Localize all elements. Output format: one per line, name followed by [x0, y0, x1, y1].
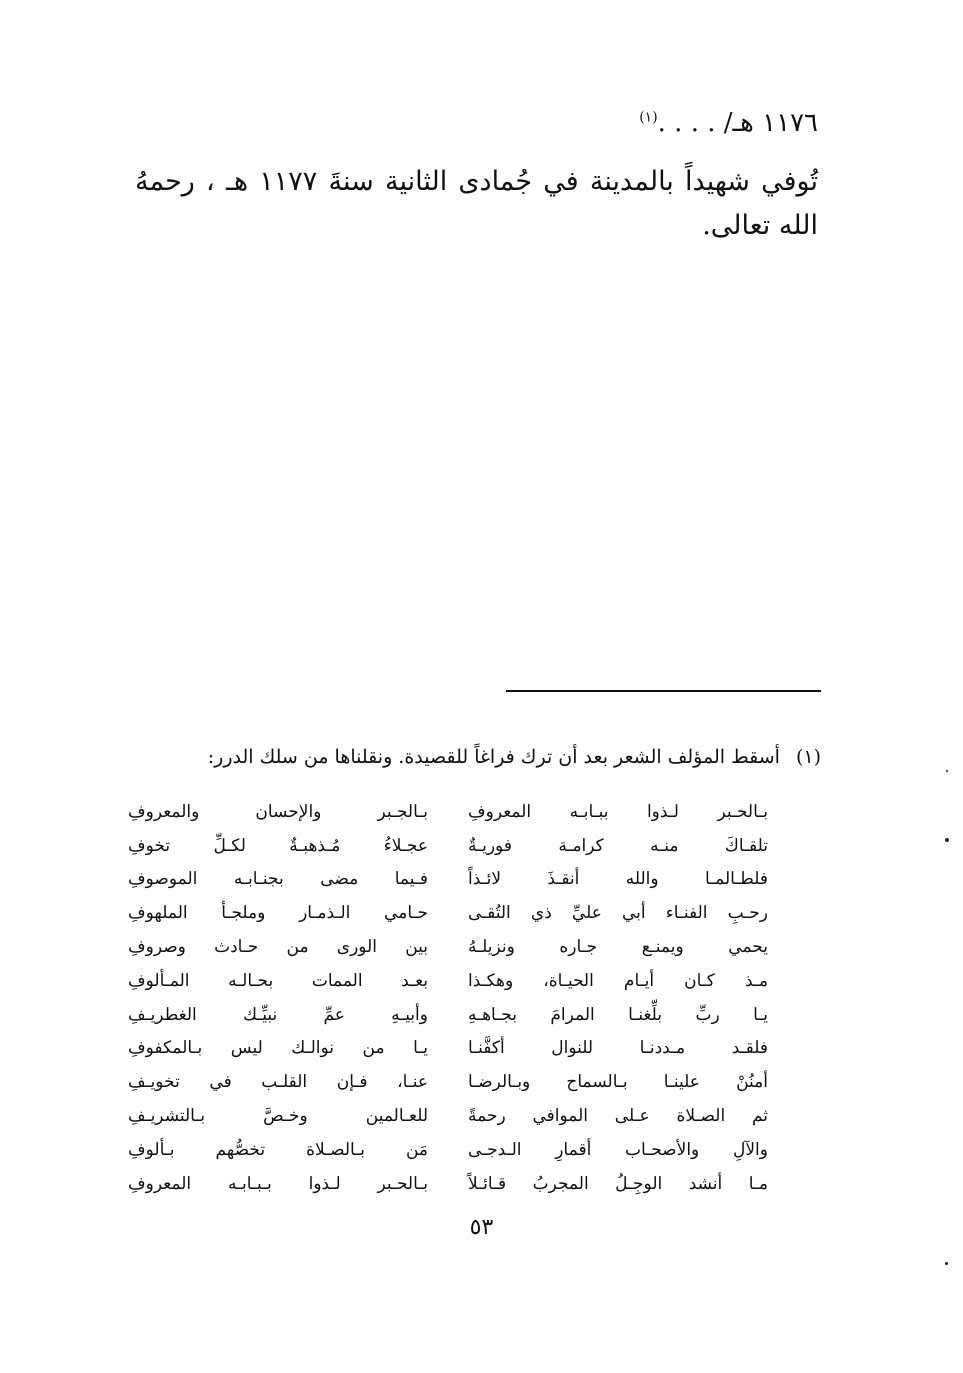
- poem: [128, 795, 768, 1201]
- verse-first-half: تلقـاكَ منـه كرامـة فوريـةٌ: [468, 835, 768, 856]
- verse-first-half: ثم الصـلاة عـلى الموافي رحمةً: [468, 1106, 768, 1127]
- verse-second-half: حـامي الـذمـار وملجـأ الملهوفِ: [128, 903, 428, 924]
- footnote-text: أسقط المؤلف الشعر بعد أن ترك فراغاً للقصيدة. ونقلناها من سلك الدرر:: [207, 746, 780, 768]
- verse-second-half: فـيما مضى بجنـابـه الموصوفِ: [128, 869, 428, 890]
- date-line: [639, 108, 818, 138]
- scan-speck: [945, 1262, 948, 1265]
- footnote-number: (١): [795, 746, 821, 768]
- verse-second-half: للعـالمين وخـصَّ بـالتشريـفِ: [128, 1106, 428, 1127]
- date-text: ١١٧٦ هـ/ . . . .: [657, 108, 818, 138]
- poem-verse: [128, 1133, 768, 1167]
- poem-verse: [128, 1032, 768, 1066]
- verse-first-half: مـا أنشد الوجِـلُ المجربُ قـائـلاً: [468, 1173, 768, 1194]
- verse-first-half: مـذ كـان أيـام الحيـاة، وهكـذا: [468, 970, 768, 991]
- poem-verse: [128, 998, 768, 1032]
- verse-first-half: يـا ربِّ بلِّغنـا المرامَ بجـاهـهِ: [468, 1004, 768, 1025]
- poem-verse: [128, 896, 768, 930]
- poem-verse: [128, 1065, 768, 1099]
- verse-second-half: عنـا، فـإن القلـب في تخويـفِ: [128, 1072, 428, 1093]
- verse-first-half: بـالحـبر لـذوا ببـابـه المعروفِ: [468, 801, 768, 822]
- verse-second-half: يـا من نوالـك ليس بـالمكفوفِ: [128, 1038, 428, 1059]
- verse-first-half: رحـبِ الفنـاء أبي عليِّ ذي التُقـى: [468, 903, 768, 924]
- poem-verse: [128, 795, 768, 829]
- verse-second-half: مَن بـالصـلاة تخصُّهم بـألوفِ: [128, 1139, 428, 1160]
- poem-verse: [128, 863, 768, 897]
- poem-verse: [128, 964, 768, 998]
- scan-speck: [945, 838, 949, 842]
- verse-second-half: بعـد الممات بحـالـه المـألوفِ: [128, 970, 428, 991]
- verse-first-half: أمنُنْ علينـا بـالسماح وبـالرضـا: [468, 1072, 768, 1093]
- footnote: [130, 746, 821, 768]
- verse-first-half: فلطـالمـا والله أنقـذَ لائـذاً: [468, 869, 768, 890]
- footnote-reference: (١): [639, 109, 658, 126]
- scan-speck: [946, 770, 948, 772]
- verse-first-half: يحمي ويمنـع جـاره ونزيلـهُ: [468, 937, 768, 958]
- footnote-separator: [506, 690, 821, 692]
- poem-verse: [128, 829, 768, 863]
- verse-second-half: عجـلاءُ مُـذهبـةٌ لكـلِّ تخوفِ: [128, 835, 428, 856]
- verse-second-half: بـالحـبر لـذوا بـبـابـه المعروفِ: [128, 1173, 428, 1194]
- verse-first-half: والآلِ والأصحـاب أقمارِ الـدجـى: [468, 1139, 768, 1160]
- poem-verse: [128, 1167, 768, 1201]
- verse-first-half: فلقـد مـددنـا للنوال أكفَّنـا: [468, 1038, 768, 1059]
- poem-verse: [128, 930, 768, 964]
- verse-second-half: بـالجـبر والإحسان والمعروفِ: [128, 801, 428, 822]
- verse-second-half: بين الورى من حـادث وصروفِ: [128, 937, 428, 958]
- main-paragraph: تُوفي شهيداً بالمدينة في جُمادى الثانية سنةَ ١١٧٧ هـ ، رحمهُ الله تعالى.: [135, 166, 818, 241]
- poem-verse: [128, 1099, 768, 1133]
- page-number: ٥٣: [469, 1215, 494, 1240]
- verse-second-half: وأبيـهِ عمِّ نبيِّـك الغطريـفِ: [128, 1004, 428, 1025]
